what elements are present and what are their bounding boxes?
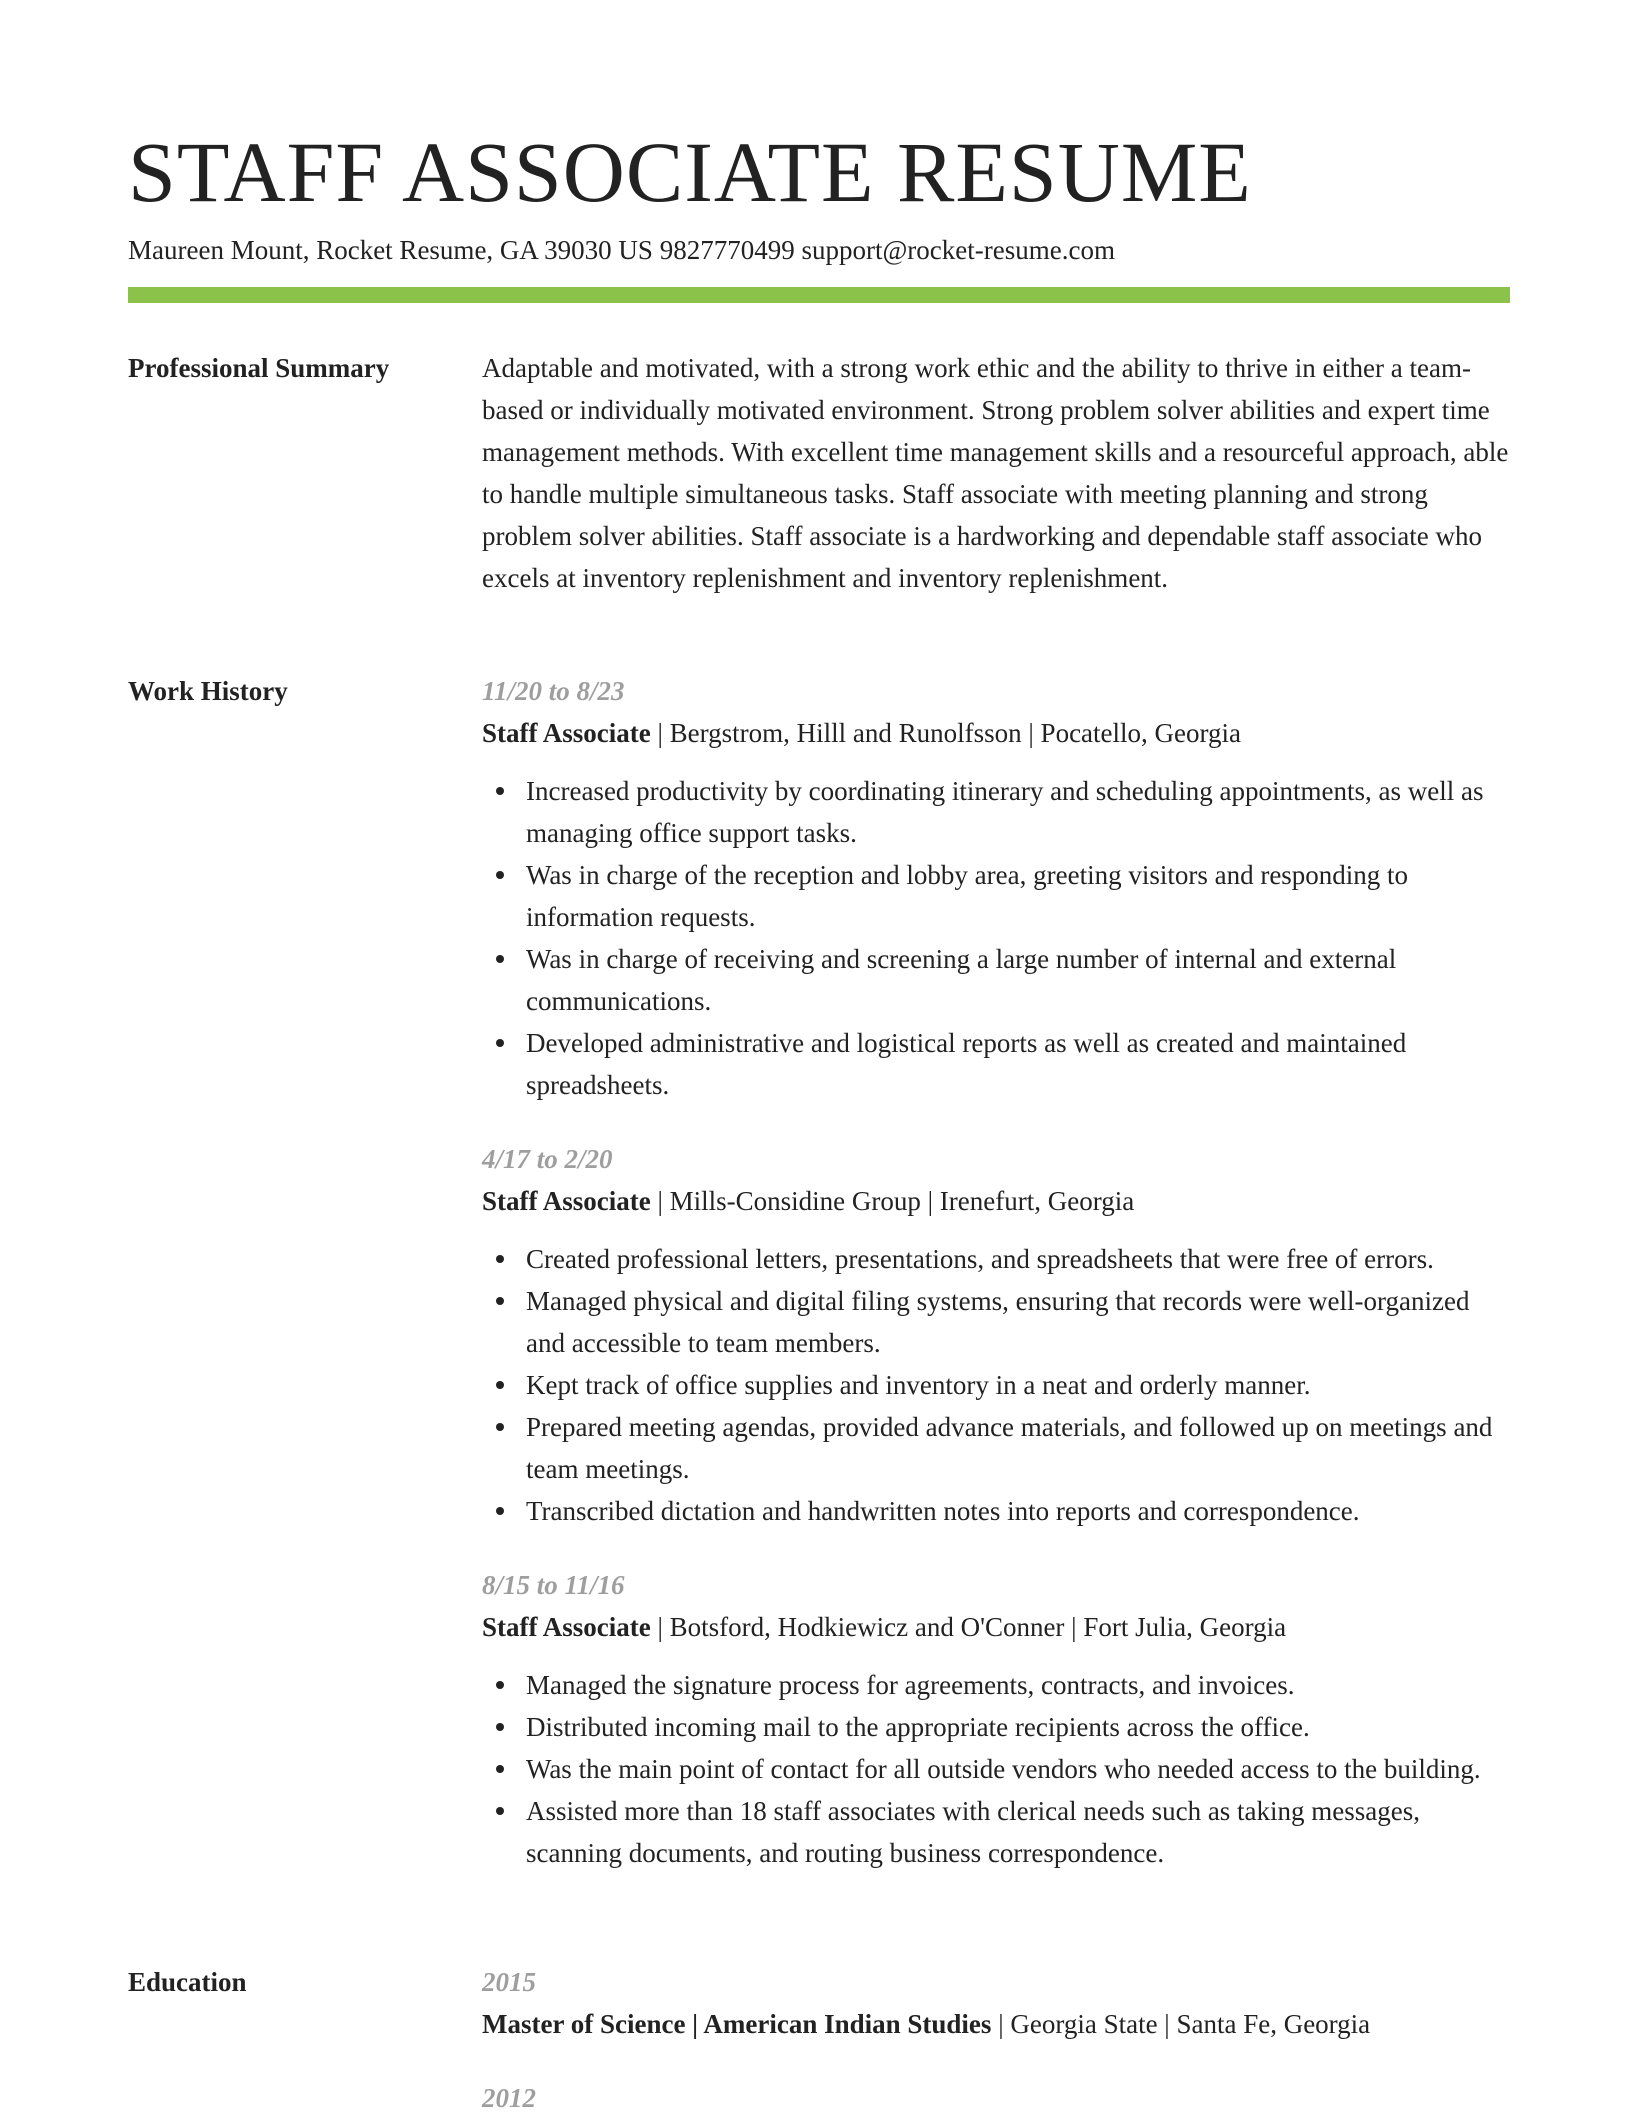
work-history-body (482, 670, 1510, 1906)
bullet-item: Was in charge of the reception and lobby area, greeting visitors and responding to information requests. (482, 854, 1510, 938)
bullet-item: Developed administrative and logistical reports as well as created and maintained spreadsheets. (482, 1022, 1510, 1106)
bullet-item: Managed the signature process for agreements, contracts, and invoices. (482, 1664, 1510, 1706)
job-title: Staff Associate (482, 718, 651, 748)
bullet-item: Was the main point of contact for all outside vendors who needed access to the building. (482, 1748, 1510, 1790)
job-details: | Bergstrom, Hilll and Runolfsson | Pocatello, Georgia (650, 718, 1241, 748)
bullet-item: Kept track of office supplies and inventory in a neat and orderly manner. (482, 1364, 1510, 1406)
education-year: 2012 (482, 2083, 536, 2112)
summary-text: Adaptable and motivated, with a strong work ethic and the ability to thrive in either a team-based or individually motivated environment. Strong problem solver abilities and expert time management methods. With excellent time management skills and a resourceful approach, able to handle multiple simultaneous tasks. Staff associate with meeting planning and strong problem solver abilities. Staff associate is a hardworking and dependable staff associate who excels at inventory replenishment and inventory replenishment. (482, 353, 1509, 593)
job-entry (482, 1138, 1510, 1532)
bullet-item: Assisted more than 18 staff associates with clerical needs such as taking messages, scanning documents, and routing business correspondence. (482, 1790, 1510, 1874)
job-title: Staff Associate (482, 1186, 651, 1216)
accent-divider (128, 287, 1510, 303)
job-dates: 11/20 to 8/23 (482, 676, 625, 706)
bullet-item: Transcribed dictation and handwritten notes into reports and correspondence. (482, 1490, 1510, 1532)
education-body (482, 1961, 1510, 2112)
job-bullets (482, 1664, 1510, 1874)
summary-heading: Professional Summary (128, 353, 390, 383)
education-line (482, 2003, 1510, 2045)
bullet-item: Managed physical and digital filing systems, ensuring that records were well-organized and accessible to team members. (482, 1280, 1510, 1364)
job-details: | Botsford, Hodkiewicz and O'Conner | Fort Julia, Georgia (650, 1612, 1287, 1642)
job-line (482, 1606, 1510, 1648)
education-details: | Georgia State | Santa Fe, Georgia (991, 2009, 1371, 2039)
bullet-item: Prepared meeting agendas, provided advance materials, and followed up on meetings and team meetings. (482, 1406, 1510, 1490)
job-title: Staff Associate (482, 1612, 651, 1642)
job-entry (482, 1564, 1510, 1874)
education-degree: Master of Science | American Indian Studies (482, 2009, 992, 2039)
education-entry (482, 2077, 1510, 2112)
job-line (482, 712, 1510, 754)
job-line (482, 1180, 1510, 1222)
bullet-item: Created professional letters, presentations, and spreadsheets that were free of errors. (482, 1238, 1510, 1280)
education-year: 2015 (482, 1967, 536, 1997)
job-bullets (482, 770, 1510, 1106)
job-entry (482, 670, 1510, 1106)
job-dates: 8/15 to 11/16 (482, 1570, 625, 1600)
job-details: | Mills-Considine Group | Irenefurt, Georgia (650, 1186, 1135, 1216)
education-heading: Education (128, 1967, 247, 1997)
job-dates: 4/17 to 2/20 (482, 1144, 613, 1174)
contact-line: Maureen Mount, Rocket Resume, GA 39030 US 9827770499 support@rocket-resume.com (128, 235, 1115, 265)
bullet-item: Was in charge of receiving and screening a large number of internal and external communications. (482, 938, 1510, 1022)
resume-title: STAFF ASSOCIATE RESUME (128, 124, 1252, 220)
job-bullets (482, 1238, 1510, 1532)
work-history-heading: Work History (128, 676, 288, 706)
bullet-item: Increased productivity by coordinating itinerary and scheduling appointments, as well as managing office support tasks. (482, 770, 1510, 854)
bullet-item: Distributed incoming mail to the appropriate recipients across the office. (482, 1706, 1510, 1748)
education-entry (482, 1961, 1510, 2045)
